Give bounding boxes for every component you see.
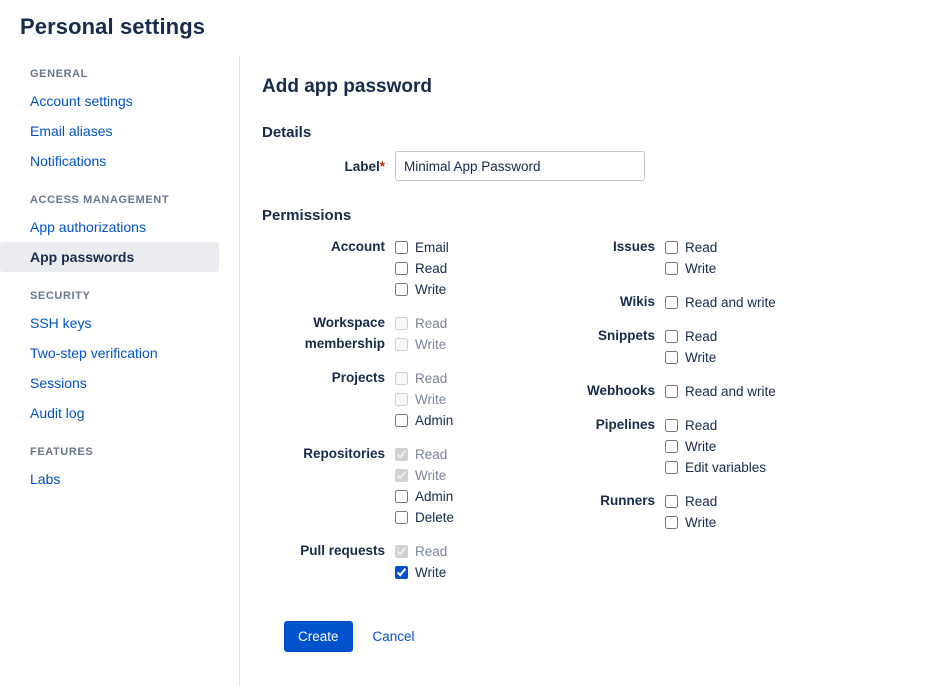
label-field-text: Label [344, 158, 380, 174]
permission-option-label: Admin [415, 489, 454, 504]
sidebar-item-email-aliases[interactable]: Email aliases [30, 123, 113, 139]
permission-option-label: Read [415, 447, 448, 462]
cancel-button[interactable]: Cancel [367, 628, 421, 645]
sidebar-item-app-passwords[interactable]: App passwords [0, 242, 219, 272]
sidebar-item-app-authorizations[interactable]: App authorizations [30, 219, 146, 235]
permission-checkbox[interactable] [395, 262, 408, 275]
permission-option[interactable] [665, 347, 717, 368]
permission-option-label: Edit variables [685, 460, 767, 475]
permission-checkbox[interactable] [395, 566, 408, 579]
permission-group-label: Account [331, 239, 385, 254]
permission-option-label: Admin [415, 413, 454, 428]
permission-checkbox[interactable] [665, 351, 678, 364]
sidebar-item-account-settings[interactable]: Account settings [30, 93, 133, 109]
permission-option[interactable] [395, 410, 453, 431]
create-button[interactable]: Create [284, 621, 353, 652]
permission-group [262, 367, 547, 431]
permission-option[interactable] [665, 436, 766, 457]
permission-checkbox [395, 393, 408, 406]
permission-options [665, 325, 717, 368]
permission-checkbox[interactable] [665, 419, 678, 432]
sidebar-item-audit-log[interactable]: Audit log [30, 405, 85, 421]
permission-checkbox [395, 317, 408, 330]
permission-option[interactable] [665, 326, 717, 347]
permission-option[interactable] [395, 237, 449, 258]
permission-option[interactable] [395, 334, 447, 355]
permission-checkbox[interactable] [665, 241, 678, 254]
permission-options [395, 540, 447, 583]
permissions-left-column [262, 236, 547, 595]
permission-checkbox [395, 545, 408, 558]
permission-option[interactable] [665, 292, 776, 313]
permission-option-label: Write [415, 392, 447, 407]
permission-checkbox[interactable] [665, 330, 678, 343]
permission-options [665, 236, 717, 279]
permission-option-label: Write [415, 468, 447, 483]
label-input[interactable] [395, 151, 645, 181]
permission-options [395, 367, 453, 431]
sidebar-item-labs[interactable]: Labs [30, 471, 61, 487]
permission-checkbox[interactable] [395, 414, 408, 427]
permission-option[interactable] [395, 562, 447, 583]
permission-option-label: Write [415, 282, 447, 297]
permission-group-label: Repositories [303, 446, 385, 461]
permission-group [547, 236, 817, 279]
permission-group [262, 540, 547, 583]
permission-group [547, 291, 817, 313]
permission-option[interactable] [665, 381, 776, 402]
permission-options [665, 291, 776, 313]
permission-checkbox[interactable] [665, 262, 678, 275]
permission-options [395, 312, 447, 355]
label-field-row [262, 151, 936, 181]
permission-checkbox[interactable] [665, 461, 678, 474]
sidebar-group-label: ACCESS MANAGEMENT [30, 194, 170, 206]
permission-option[interactable] [395, 279, 449, 300]
permission-checkbox[interactable] [665, 296, 678, 309]
permission-option-label: Read [415, 544, 448, 559]
section-heading: Add app password [262, 76, 432, 97]
permission-checkbox[interactable] [395, 511, 408, 524]
permission-option[interactable] [395, 541, 447, 562]
permission-option[interactable] [395, 313, 447, 334]
permission-option-label: Read [685, 494, 718, 509]
permission-option-label: Read and write [685, 295, 776, 310]
permission-options [665, 490, 717, 533]
permission-option[interactable] [395, 465, 454, 486]
permission-option-label: Write [685, 350, 717, 365]
permission-option-label: Write [685, 439, 717, 454]
label-field-label [262, 159, 395, 174]
permission-checkbox[interactable] [665, 385, 678, 398]
permission-option[interactable] [665, 457, 766, 478]
permission-group [547, 325, 817, 368]
sidebar-group-label: SECURITY [30, 290, 91, 302]
permission-option[interactable] [395, 389, 453, 410]
permission-group-label: Pipelines [595, 417, 655, 432]
page-title: Personal settings [20, 14, 206, 39]
permission-checkbox [395, 469, 408, 482]
permission-option[interactable] [665, 237, 717, 258]
permission-checkbox [395, 372, 408, 385]
permission-option-label: Write [685, 515, 717, 530]
permission-option[interactable] [395, 507, 454, 528]
sidebar-item-ssh-keys[interactable]: SSH keys [30, 315, 92, 331]
sidebar-group-label: FEATURES [30, 446, 94, 458]
permission-checkbox[interactable] [395, 241, 408, 254]
sidebar-item-notifications[interactable]: Notifications [30, 153, 107, 169]
permission-group-label: Snippets [597, 328, 655, 343]
permission-checkbox [395, 448, 408, 461]
permission-group-label: Issues [612, 239, 655, 254]
permissions-grid [262, 236, 936, 595]
permission-option-label: Read and write [685, 384, 776, 399]
permission-option-label: Read [685, 418, 718, 433]
permission-group-label: Workspace membership [304, 315, 385, 351]
permission-option-label: Read [415, 261, 448, 276]
permission-group-label: Projects [331, 370, 385, 385]
sidebar-group-label: GENERAL [30, 68, 88, 80]
permission-checkbox[interactable] [395, 490, 408, 503]
permission-option[interactable] [665, 512, 717, 533]
permission-option[interactable] [395, 258, 449, 279]
permission-option-label: Delete [415, 510, 455, 525]
permission-group [262, 443, 547, 528]
permission-option-label: Read [685, 240, 718, 255]
main-content [240, 56, 936, 652]
permission-option-label: Read [415, 371, 448, 386]
permission-group-label: Pull requests [300, 543, 385, 558]
permission-group-label: Webhooks [586, 383, 655, 398]
permission-group-label: Wikis [619, 294, 655, 309]
permission-checkbox[interactable] [665, 495, 678, 508]
permissions-right-column [547, 236, 817, 595]
permission-options [665, 414, 766, 478]
permission-checkbox[interactable] [395, 283, 408, 296]
permission-checkbox[interactable] [665, 440, 678, 453]
permission-option-label: Read [685, 329, 718, 344]
permission-option[interactable] [395, 368, 453, 389]
sidebar-item-two-step-verification[interactable]: Two-step verification [30, 345, 158, 361]
permission-group-label: Runners [600, 493, 655, 508]
sidebar-item-sessions[interactable]: Sessions [30, 375, 87, 391]
permission-group [262, 236, 547, 300]
permissions-section-title: Permissions [262, 207, 352, 224]
permission-option[interactable] [395, 486, 454, 507]
permission-option-label: Email [415, 240, 449, 255]
permission-option-label: Read [415, 316, 448, 331]
permission-group [547, 490, 817, 533]
required-marker: * [379, 158, 385, 174]
settings-sidebar [0, 56, 240, 686]
permission-group [262, 312, 547, 355]
permission-group [547, 380, 817, 402]
permission-option-label: Write [415, 337, 447, 352]
permission-options [395, 443, 454, 528]
permission-option[interactable] [395, 444, 454, 465]
permission-checkbox[interactable] [665, 516, 678, 529]
permission-group [547, 414, 817, 478]
permission-options [665, 380, 776, 402]
details-section-title: Details [262, 124, 312, 141]
permission-option-label: Write [685, 261, 717, 276]
permission-option[interactable] [665, 415, 766, 436]
form-actions [284, 621, 936, 652]
permission-option[interactable] [665, 258, 717, 279]
permission-checkbox [395, 338, 408, 351]
permission-option[interactable] [665, 491, 717, 512]
permission-options [395, 236, 449, 300]
permission-option-label: Write [415, 565, 447, 580]
